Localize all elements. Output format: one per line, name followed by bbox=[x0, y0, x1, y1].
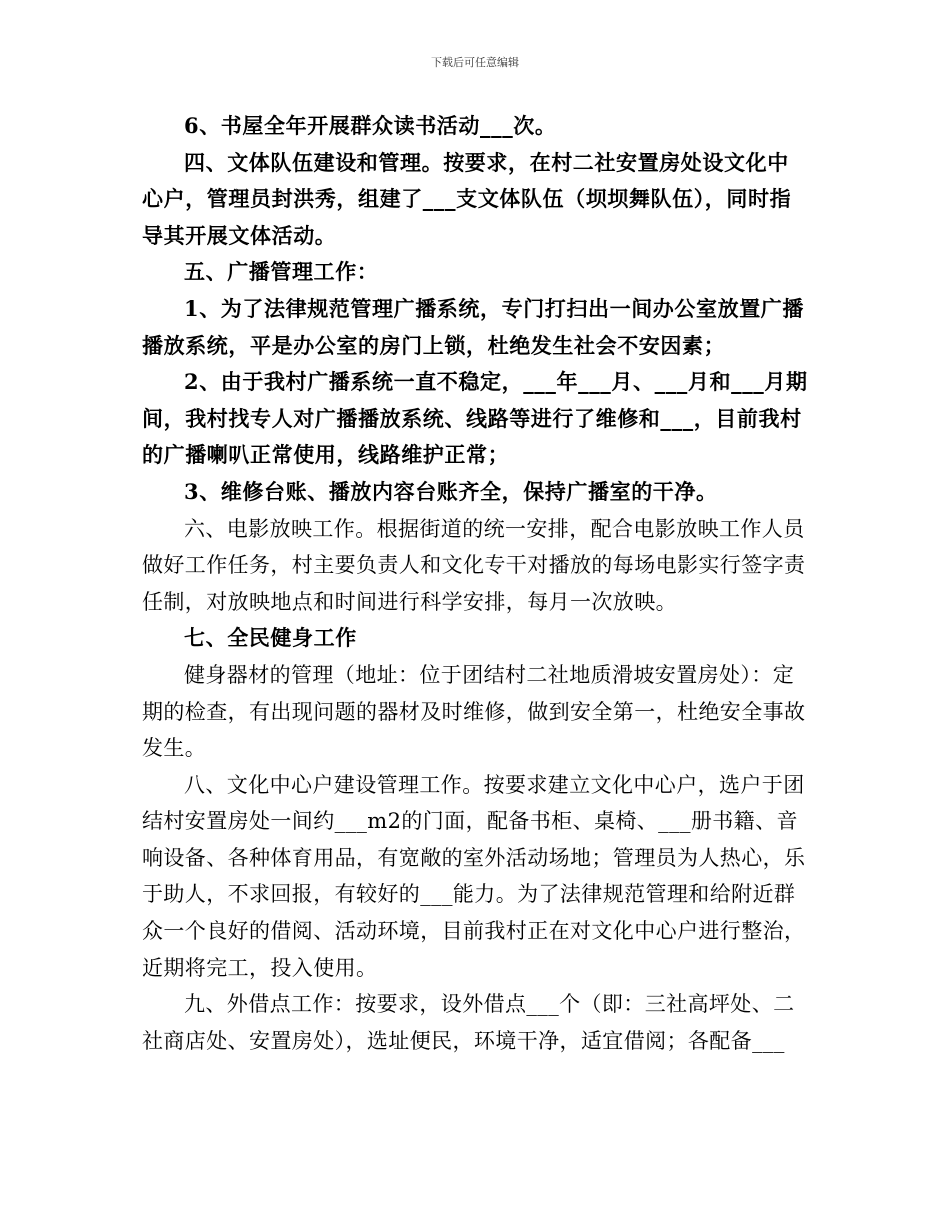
paragraph-lending-points: 九、外借点工作：按要求，设外借点___个（即：三社高坪处、二社商店处、安置房处），选址便民，环境干净，适宜借阅；各配备___ bbox=[142, 992, 795, 1053]
paragraph-culture-center: 八、文化中心户建设管理工作。按要求建立文化中心户，选户于团结村安置房处一间约___m2的门面，配备书柜、桌椅、___册书籍、音响设备、各种体育用品，有宽敞的室外活动场地；管理员为人热心，乐于助人，不求回报，有较好的___能力。为了法律规范管理和给附近群众一个良好的借阅、活动环境，目前我村正在对文化中心户进行整治，近期将完工，投入使用。 bbox=[142, 772, 806, 980]
paragraph-broadcast-item-2: 2、由于我村广播系统一直不稳定，___年___月、___月和___月期间，我村找专人对广播播放系统、线路等进行了维修和___，目前我村的广播喇叭正常使用，线路维护正常； bbox=[142, 369, 808, 468]
document-body bbox=[142, 108, 810, 1059]
paragraph-broadcast-item-1: 1、为了法律规范管理广播系统，专门打扫出一间办公室放置广播播放系统，平是办公室的房门上锁，杜绝发生社会不安因素； bbox=[142, 295, 805, 358]
paragraph-fitness-heading: 七、全民健身工作 bbox=[184, 625, 357, 651]
paragraph-broadcast-item-3: 3、维修台账、播放内容台账齐全，保持广播室的干净。 bbox=[184, 478, 718, 504]
paragraph-reading-activities: 6、书屋全年开展群众读书活动___次。 bbox=[184, 113, 557, 138]
paragraph-broadcast-heading: 五、广播管理工作： bbox=[184, 259, 379, 285]
paragraph-film-screening: 六、电影放映工作。根据街道的统一安排，配合电影放映工作人员做好工作任务，村主要负责人和文化专干对播放的每场电影实行签字责任制，对放映地点和时间进行科学安排，每月一次放映。 bbox=[142, 516, 806, 614]
paragraph-fitness-equipment: 健身器材的管理（地址：位于团结村二社地质滑坡安置房处）：定期的检查，有出现问题的器材及时维修，做到安全第一，杜绝安全事故发生。 bbox=[142, 662, 806, 761]
paragraph-arts-teams: 四、文体队伍建设和管理。按要求，在村二社安置房处设文化中心户，管理员封洪秀，组建了___支文体队伍（坝坝舞队伍），同时指导其开展文体活动。 bbox=[142, 149, 792, 248]
page-header: 下载后可任意编辑 bbox=[431, 56, 519, 69]
